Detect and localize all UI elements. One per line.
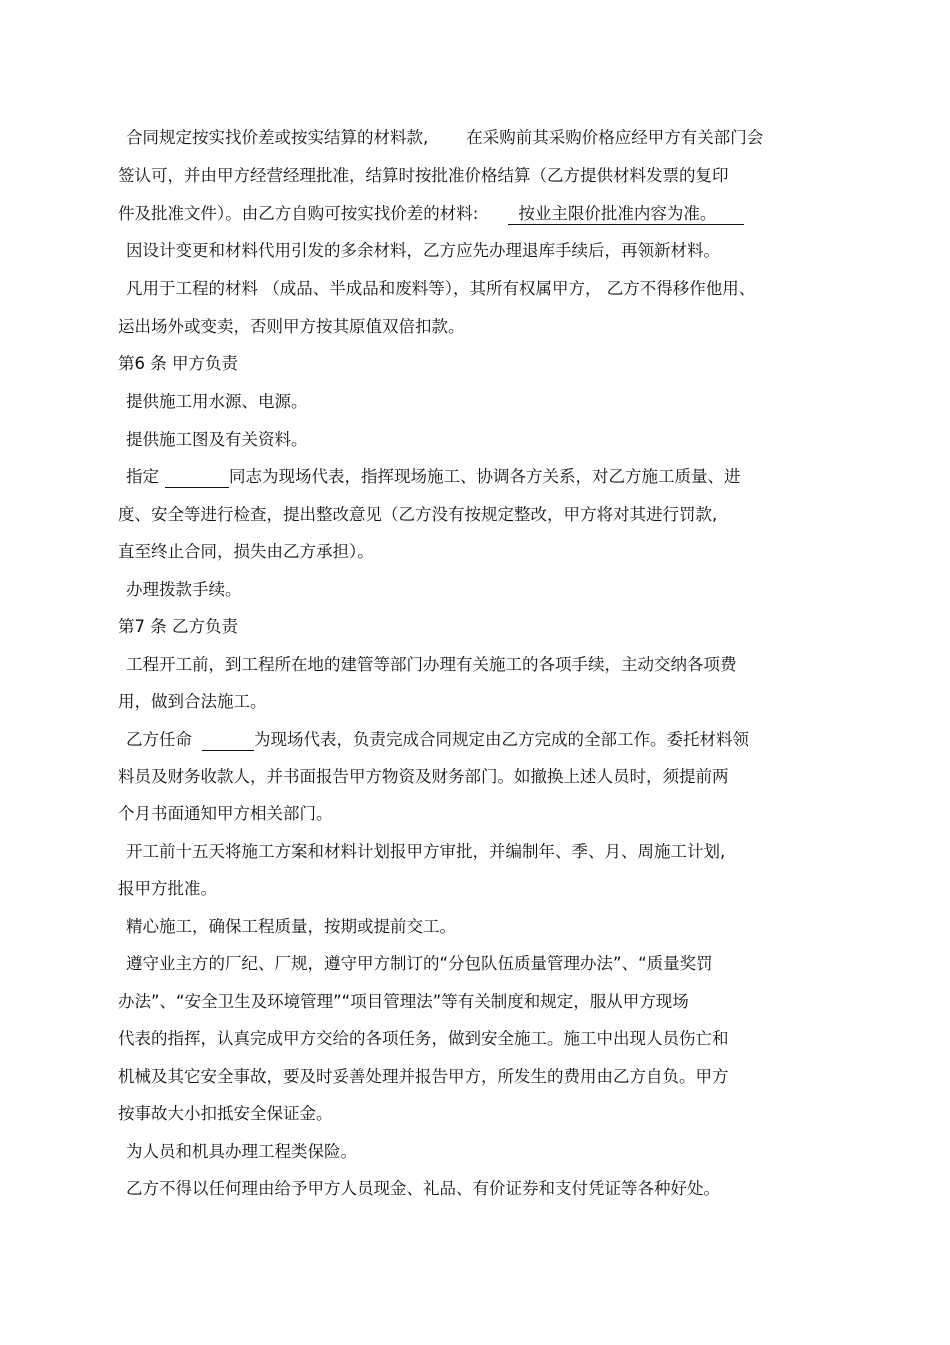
article-7-heading: 第7 条 乙方负责 xyxy=(118,617,238,636)
para-plan-line1: 开工前十五天将施工方案和材料计划报甲方审批，并编制年、季、月、周施工计划, xyxy=(126,842,726,861)
para-site-rep-line1 xyxy=(126,466,741,488)
para-procedures-line1: 工程开工前，到工程所在地的建管等部门办理有关施工的各项手续，主动交纳各项费 xyxy=(126,655,737,674)
para-surplus-material: 因设计变更和材料代用引发的多余材料，乙方应先办理退库手续后，再领新材料。 xyxy=(126,241,720,260)
article-6-heading: 第6 条 甲方负责 xyxy=(118,354,238,373)
para-site-rep-line2: 度、安全等进行检查，提出整改意见（乙方没有按规定整改，甲方将对其进行罚款, xyxy=(118,505,718,524)
para-insurance: 为人员和机具办理工程类保险。 xyxy=(126,1142,357,1161)
para-material-price-line1 xyxy=(126,127,763,149)
text-segment: 在采购前其采购价格应经甲方有关部门会 xyxy=(466,128,764,147)
text-segment: 为现场代表，负责完成合同规定由乙方完成的全部工作。委托材料领 xyxy=(254,730,749,749)
text-segment: 合同规定按实找价差或按实结算的材料款, xyxy=(126,128,429,147)
para-material-ownership-line2: 运出场外或变卖，否则甲方按其原值双倍扣款。 xyxy=(118,317,465,336)
para-quality: 精心施工，确保工程质量，按期或提前交工。 xyxy=(126,917,456,936)
para-appoint-line2: 料员及财务收款人，并书面报告甲方物资及财务部门。如撤换上述人员时，须提前两 xyxy=(118,767,729,786)
para-drawings: 提供施工图及有关资料。 xyxy=(126,430,308,449)
para-no-gifts: 乙方不得以任何理由给予甲方人员现金、礼品、有价证券和支付凭证等各种好处。 xyxy=(126,1179,720,1198)
para-appoint-line3: 个月书面通知甲方相关部门。 xyxy=(118,804,333,823)
text-segment: 同志为现场代表，指挥现场施工、协调各方关系，对乙方施工质量、进 xyxy=(229,467,741,486)
para-procedures-line2: 用，做到合法施工。 xyxy=(118,692,267,711)
para-rules-line4: 机械及其它安全事故，要及时妥善处理并报告甲方，所发生的费用由乙方自负。甲方 xyxy=(118,1067,729,1086)
para-plan-line2: 报甲方批准。 xyxy=(118,879,217,898)
underlined-fill-text: 按业主限价批准内容为准。 xyxy=(508,204,744,225)
para-water-power: 提供施工用水源、电源。 xyxy=(126,392,308,411)
para-appoint-line1 xyxy=(126,729,749,751)
para-site-rep-line3: 直至终止合同，损失由乙方承担）。 xyxy=(118,542,374,561)
para-rules-line1: 遵守业主方的厂纪、厂规，遵守甲方制订的“分包队伍质量管理办法”、“质量奖罚 xyxy=(126,954,713,973)
text-segment: 乙方任命 xyxy=(126,730,192,749)
para-rules-line2: 办法”、“安全卫生及环境管理”“项目管理法”等有关制度和规定，服从甲方现场 xyxy=(118,992,689,1011)
para-material-ownership-line1: 凡用于工程的材料 （成品、半成品和废料等），其所有权属甲方， 乙方不得移作他用、 xyxy=(126,279,756,298)
text-segment: 指定 xyxy=(126,467,159,486)
para-payment: 办理拨款手续。 xyxy=(126,580,242,599)
blank-field xyxy=(165,467,229,488)
para-rules-line5: 按事故大小扣抵安全保证金。 xyxy=(118,1104,333,1123)
para-material-price-line3 xyxy=(118,203,744,225)
blank-field xyxy=(202,730,254,751)
para-material-price-line2: 签认可，并由甲方经营经理批准，结算时按批准价格结算（乙方提供材料发票的复印 xyxy=(118,166,729,185)
text-segment: 件及批准文件）。由乙方自购可按实找价差的材料: xyxy=(118,204,479,223)
para-rules-line3: 代表的指挥，认真完成甲方交给的各项任务，做到安全施工。施工中出现人员伤亡和 xyxy=(118,1029,729,1048)
